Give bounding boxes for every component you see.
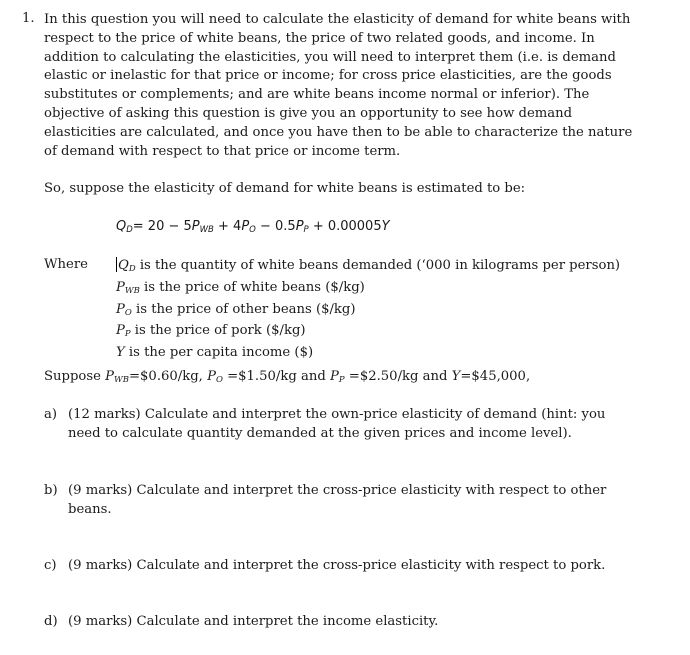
definition-qd	[116, 257, 620, 279]
given-y-val: =$45,000,	[460, 369, 531, 384]
given-pwb-val: =$0.60/kg,	[128, 369, 208, 384]
def-p-var: P	[116, 323, 125, 339]
def-qd-sub: D	[128, 264, 136, 274]
definition-y	[116, 344, 620, 363]
part-line: (12 marks) Calculate and interpret the own-price elasticity of demand (hint: you	[68, 407, 606, 422]
def-y-text: is the per capita income ($)	[124, 345, 314, 361]
definition-po	[116, 301, 620, 323]
intro-line: In this question you will need to calculate the elasticity of demand for white beans with	[44, 12, 631, 27]
def-pwb-sub: WB	[124, 285, 140, 296]
intro-line: addition to calculating the elasticities, you will need to interpret them (i.e. is demand	[44, 49, 616, 65]
where-label: Where	[44, 257, 88, 272]
given-pp-sub: P	[338, 375, 345, 385]
given-pp-val: =$2.50/kg and	[344, 369, 452, 384]
eq-p-var: P	[241, 219, 250, 234]
def-pwb-text: is the price of white beans ($/kg)	[139, 279, 365, 295]
part-line: beans.	[68, 501, 112, 517]
intro-line: respect to the price of white beans, the price of two related goods, and income. In	[44, 30, 595, 46]
text-cursor	[116, 257, 117, 272]
intro-line: elasticities are calculated, and once you have then to be able to characterize the nature	[44, 124, 633, 140]
intro-line: of demand with respect to that price or income term.	[44, 143, 401, 159]
eq-y-var: Y	[381, 219, 390, 234]
part-label: d)	[44, 614, 58, 629]
intro-line: objective of asking this question is give you an opportunity to see how demand	[44, 105, 573, 121]
eq-p-var: P	[191, 219, 200, 234]
def-po-sub: O	[124, 307, 132, 318]
def-p-var: P	[116, 279, 125, 295]
suppose-sentence: So, suppose the elasticity of demand for white beans is estimated to be:	[44, 181, 526, 196]
given-po-val: =$1.50/kg and	[222, 369, 330, 384]
question-intro	[44, 11, 659, 161]
given-pwb-sub: WB	[114, 375, 129, 385]
given-p-var: P	[105, 369, 114, 384]
eq-pwb-sub: WB	[199, 225, 214, 235]
part-text	[68, 406, 605, 444]
part-text	[68, 482, 606, 520]
given-po-sub: O	[215, 375, 223, 385]
eq-const: = 20 − 5	[132, 219, 192, 234]
eq-minus-half: − 0.5	[255, 219, 296, 234]
def-po-text: is the price of other beans ($/kg)	[131, 301, 356, 317]
part-line: need to calculate quantity demanded at the given prices and income level).	[68, 425, 572, 441]
part-text	[68, 557, 605, 576]
def-pp-text: is the price of pork ($/kg)	[130, 323, 306, 339]
def-p-var: P	[116, 301, 125, 317]
intro-line: substitutes or complements; and are white beans income normal or inferior). The	[44, 87, 590, 103]
part-label: c)	[44, 558, 57, 573]
eq-q-sub: D	[126, 225, 133, 235]
def-y-var: Y	[116, 345, 125, 361]
part-label: b)	[44, 483, 58, 498]
part-line: (9 marks) Calculate and interpret the cross-price elasticity with respect to other	[68, 483, 607, 498]
given-values	[44, 369, 530, 385]
given-prefix: Suppose	[44, 369, 106, 384]
eq-po-sub: O	[249, 225, 256, 235]
def-pp-sub: P	[124, 329, 131, 340]
given-y-var: Y	[451, 369, 461, 384]
demand-equation	[116, 219, 390, 235]
part-label: a)	[44, 407, 58, 422]
def-q-var: Q	[118, 258, 129, 273]
part-text	[68, 613, 438, 632]
eq-pp-sub: P	[303, 225, 309, 235]
question-number: 1.	[22, 11, 35, 26]
eq-plus-income: + 0.00005	[308, 219, 382, 234]
eq-plus-four: + 4	[213, 219, 242, 234]
intro-line: elastic or inelastic for that price or income; for cross price elasticities, are the goods	[44, 68, 612, 84]
definition-pp	[116, 322, 620, 344]
eq-p-var: P	[295, 219, 304, 234]
definition-pwb	[116, 279, 620, 301]
def-qd-text: is the quantity of white beans demanded (‘000 in kilograms per person)	[135, 258, 621, 273]
given-p-var: P	[329, 369, 339, 384]
eq-q-var: Q	[116, 219, 127, 234]
part-line: (9 marks) Calculate and interpret the cross-price elasticity with respect to pork.	[68, 558, 606, 573]
variable-definitions	[116, 257, 620, 363]
part-line: (9 marks) Calculate and interpret the income elasticity.	[68, 614, 439, 629]
given-p-var: P	[207, 369, 216, 384]
